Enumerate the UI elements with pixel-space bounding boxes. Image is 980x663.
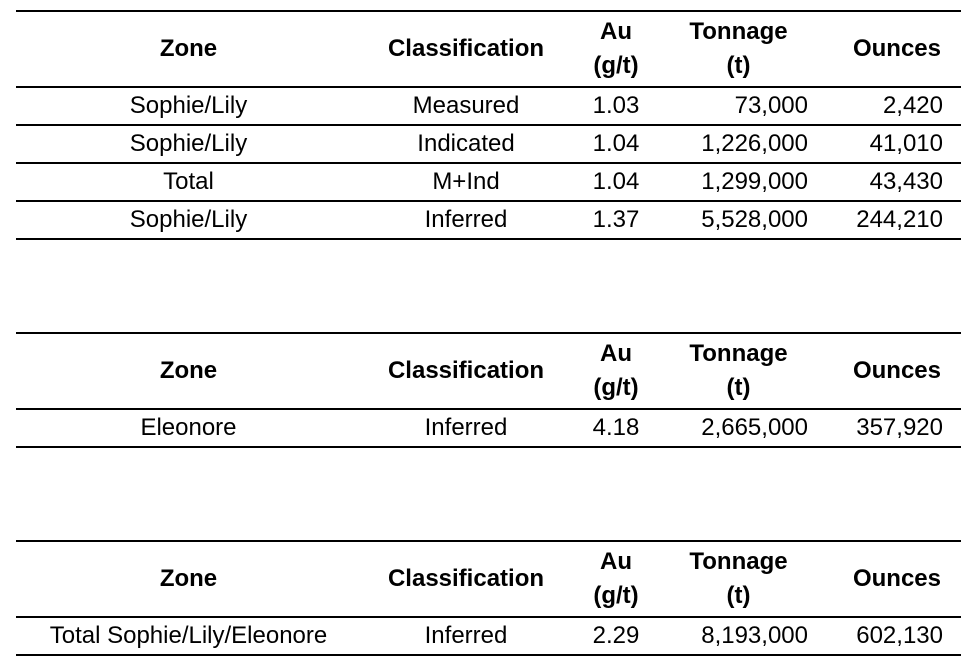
tonnage-cell: 5,528,000 [661, 201, 816, 239]
au-header-line2: (g/t) [593, 52, 639, 79]
tonnage-header [661, 11, 816, 87]
table-row [16, 125, 961, 163]
au-cell: 1.04 [571, 125, 661, 163]
ounces-cell: 244,210 [816, 201, 961, 239]
au-header-line2: (g/t) [593, 374, 639, 401]
table-body [16, 617, 961, 655]
table-header [16, 333, 961, 409]
tonnage-header [661, 541, 816, 617]
ounces-cell: 2,420 [816, 87, 961, 125]
zone-cell: Sophie/Lily [16, 201, 361, 239]
classification-cell: Inferred [361, 201, 571, 239]
table-row [16, 163, 961, 201]
au-header [571, 333, 661, 409]
classification-cell: Measured [361, 87, 571, 125]
zone-cell: Sophie/Lily [16, 87, 361, 125]
zone-header: Zone [16, 333, 361, 409]
zone-cell: Eleonore [16, 409, 361, 447]
classification-cell: Indicated [361, 125, 571, 163]
header-row [16, 541, 961, 617]
classification-cell: Inferred [361, 409, 571, 447]
au-header-line1: Au [600, 340, 632, 367]
tonnage-header-line2: (t) [726, 582, 751, 609]
au-cell: 1.03 [571, 87, 661, 125]
zone-header: Zone [16, 541, 361, 617]
zone-header: Zone [16, 11, 361, 87]
ounces-cell: 357,920 [816, 409, 961, 447]
au-header-line1: Au [600, 548, 632, 575]
table-body [16, 409, 961, 447]
tonnage-cell: 73,000 [661, 87, 816, 125]
table-header [16, 11, 961, 87]
tonnage-header-line2: (t) [726, 52, 751, 79]
resource-table-sophie-lily [16, 10, 961, 240]
classification-cell: M+Ind [361, 163, 571, 201]
classification-header: Classification [361, 541, 571, 617]
classification-cell: Inferred [361, 617, 571, 655]
zone-cell: Sophie/Lily [16, 125, 361, 163]
table-row [16, 617, 961, 655]
au-cell: 4.18 [571, 409, 661, 447]
tonnage-header-line1: Tonnage [689, 340, 788, 367]
table-row [16, 87, 961, 125]
table-body [16, 87, 961, 239]
tonnage-header-line1: Tonnage [689, 18, 788, 45]
ounces-cell: 602,130 [816, 617, 961, 655]
tonnage-header-line1: Tonnage [689, 548, 788, 575]
ounces-header: Ounces [816, 541, 961, 617]
tonnage-cell: 1,226,000 [661, 125, 816, 163]
ounces-cell: 43,430 [816, 163, 961, 201]
classification-header: Classification [361, 333, 571, 409]
header-row [16, 333, 961, 409]
ounces-cell: 41,010 [816, 125, 961, 163]
ounces-header: Ounces [816, 333, 961, 409]
resource-table-total [16, 540, 961, 656]
au-header-line2: (g/t) [593, 582, 639, 609]
au-header [571, 11, 661, 87]
tonnage-cell: 8,193,000 [661, 617, 816, 655]
tonnage-cell: 2,665,000 [661, 409, 816, 447]
table-row [16, 409, 961, 447]
resource-table-eleonore [16, 332, 961, 448]
tonnage-header [661, 333, 816, 409]
table-header [16, 541, 961, 617]
ounces-header: Ounces [816, 11, 961, 87]
au-cell: 1.37 [571, 201, 661, 239]
au-header-line1: Au [600, 18, 632, 45]
zone-cell: Total [16, 163, 361, 201]
classification-header: Classification [361, 11, 571, 87]
table-row [16, 201, 961, 239]
zone-cell: Total Sophie/Lily/Eleonore [16, 617, 361, 655]
tonnage-cell: 1,299,000 [661, 163, 816, 201]
au-cell: 2.29 [571, 617, 661, 655]
tonnage-header-line2: (t) [726, 374, 751, 401]
header-row [16, 11, 961, 87]
au-header [571, 541, 661, 617]
au-cell: 1.04 [571, 163, 661, 201]
